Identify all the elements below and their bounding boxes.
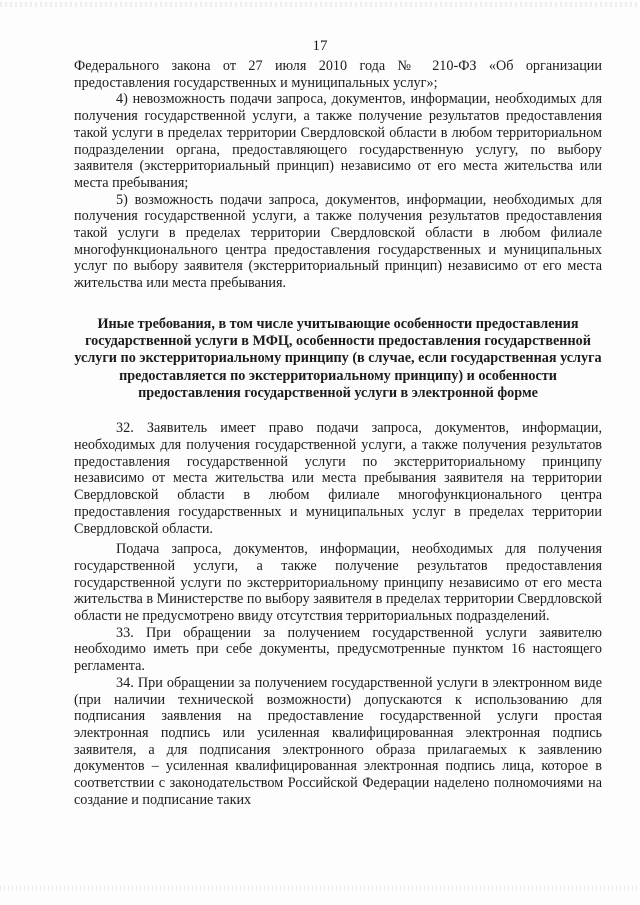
paragraph-32: 32. Заявитель имеет право подачи запроса, документов, информации, необходимых для получения государственной услуги, а также получения результатов предоставления государственной услуги по экстерриториальному принципу независимо от места жительства или места пребывания заявителя на территории Свердловской области в любом филиале многофункционального центра предоставления государственных и муниципальных услуг в пределах территории Свердловской области.: [74, 420, 602, 537]
scan-artifact-bottom: [0, 886, 640, 891]
paragraph-law-reference: Федерального закона от 27 июля 2010 года № 210-ФЗ «Об организации предоставления государственных и муниципальных услуг»;: [74, 58, 602, 91]
document-body: [74, 58, 602, 809]
paragraph-item-5: 5) возможность подачи запроса, документов, информации, необходимых для получения государственной услуги, а также получения результатов предоставления такой услуги в пределах территории Свердловской области в любом филиале многофункционального центра предоставления государственных и муниципальных услуг по выбору заявителя (экстерриториальный принцип) независимо от его места жительства или места пребывания.: [74, 191, 602, 292]
spacer: [74, 292, 602, 316]
page-number: 17: [312, 38, 328, 54]
spacer: [74, 402, 602, 420]
paragraph-submission: Подача запроса, документов, информации, необходимых для получения государственной услуги, а также получение результатов предоставления государственной услуги по экстерриториальному принципу независимо от его места жительства в Министерстве по выбору заявителя в пределах территории Свердловской области не предусмотрено ввиду отсутствия территориальных подразделений.: [74, 541, 602, 625]
paragraph-34: 34. При обращении за получением государственной услуги в электронном виде (при наличии технической возможности) допускаются к использованию для подписания заявления на предоставление государственной услуги простая электронная подпись или усиленная квалифицированная электронная подпись заявителя, а для подписания электронного образа прилагаемых к заявлению документов – усиленная квалифицированная электронная подпись лица, которое в соответствии с законодательством Российской Федерации наделено полномочиями на создание и подписание таких: [74, 674, 602, 808]
paragraph-item-4: 4) невозможность подачи запроса, документов, информации, необходимых для получения государственной услуги, а также получение результатов предоставления такой услуги в пределах территории Свердловской области в любом территориальном подразделении органа, предоставляющего государственную услугу, по выбору заявителя (экстерриториальный принцип) независимо от его места жительства или места пребывания;: [74, 91, 602, 191]
paragraph-33: 33. При обращении за получением государственной услуги заявителю необходимо иметь при себе документы, предусмотренные пунктом 16 настоящего регламента.: [74, 624, 602, 675]
scan-artifact-top: [0, 2, 640, 7]
section-heading: Иные требования, в том числе учитывающие особенности предоставления государственной услуги в МФЦ, особенности предоставления государственной услуги по экстерриториальному принципу (в случае, если государственная услуга предоставляется по экстерриториальному принципу) и особенности предоставления государственной услуги в электронной форме: [74, 315, 602, 402]
